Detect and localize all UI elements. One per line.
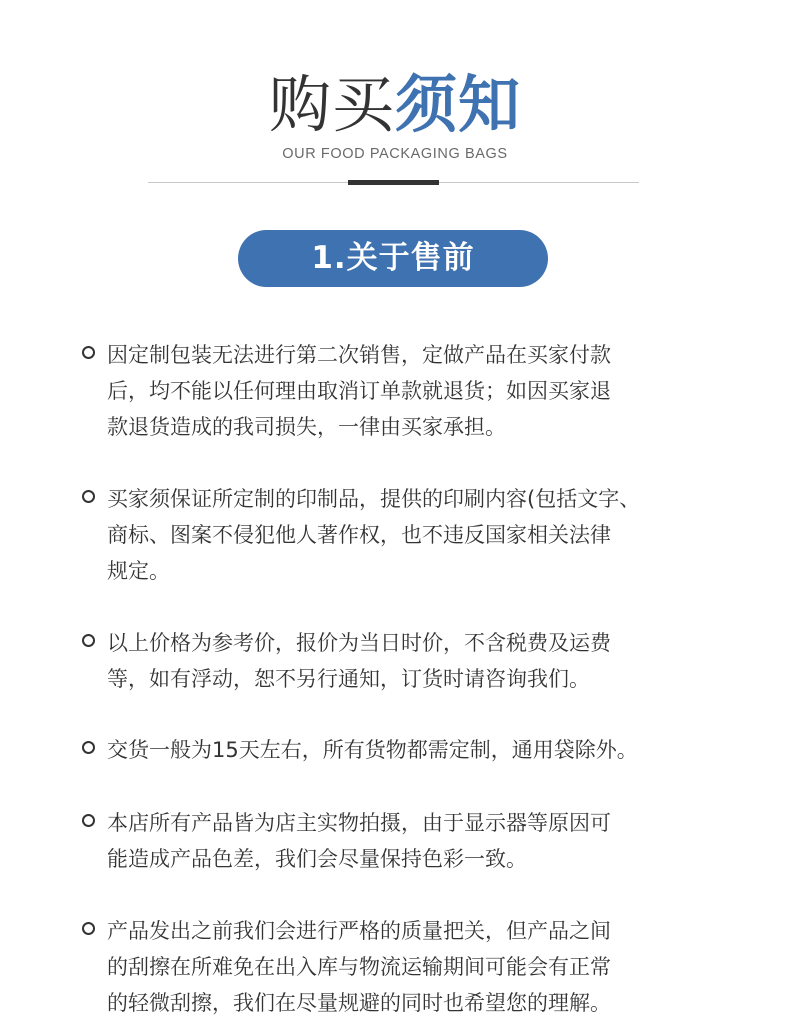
notice-text: 因定制包装无法进行第二次销售，定做产品在买家付款 后，均不能以任何理由取消订单款就退货；如因买家退 款退货造成的我司损失，一律由买家承担。 [107,343,611,439]
notice-text: 产品发出之前我们会进行严格的质量把关，但产品之间 的刮擦在所难免在出入库与物流运输期间可能会有正常 的轻微刮擦，我们在尽量规避的同时也希望您的理解。 [107,919,611,1015]
page-title-part2: 须知 [395,68,522,141]
notice-item [82,732,702,768]
notice-item [82,337,702,445]
circle-bullet-icon [82,490,95,503]
notice-text: 买家须保证所定制的印制品，提供的印刷内容(包括文字、 商标、图案不侵犯他人著作权，也不违反国家相关法律 规定。 [107,487,641,583]
page-title-part1: 购买 [268,68,395,141]
notice-item [82,913,702,1021]
notice-text: 交货一般为15天左右，所有货物都需定制，通用袋除外。 [107,738,638,762]
notice-item [82,625,702,697]
notice-text: 本店所有产品皆为店主实物拍摄，由于显示器等原因可 能造成产品色差，我们会尽量保持色彩一致。 [107,811,611,871]
circle-bullet-icon [82,922,95,935]
notice-text: 以上价格为参考价，报价为当日时价，不含税费及运费 等，如有浮动，恕不另行通知，订货时请咨询我们。 [107,631,611,691]
notice-item [82,805,702,877]
section-heading: 1.关于售前 [238,230,548,287]
circle-bullet-icon [82,634,95,647]
page-title [0,68,790,142]
notice-item [82,481,702,589]
circle-bullet-icon [82,346,95,359]
circle-bullet-icon [82,814,95,827]
circle-bullet-icon [82,741,95,754]
header-divider-accent [348,180,439,185]
page-subtitle: OUR FOOD PACKAGING BAGS [282,146,508,162]
